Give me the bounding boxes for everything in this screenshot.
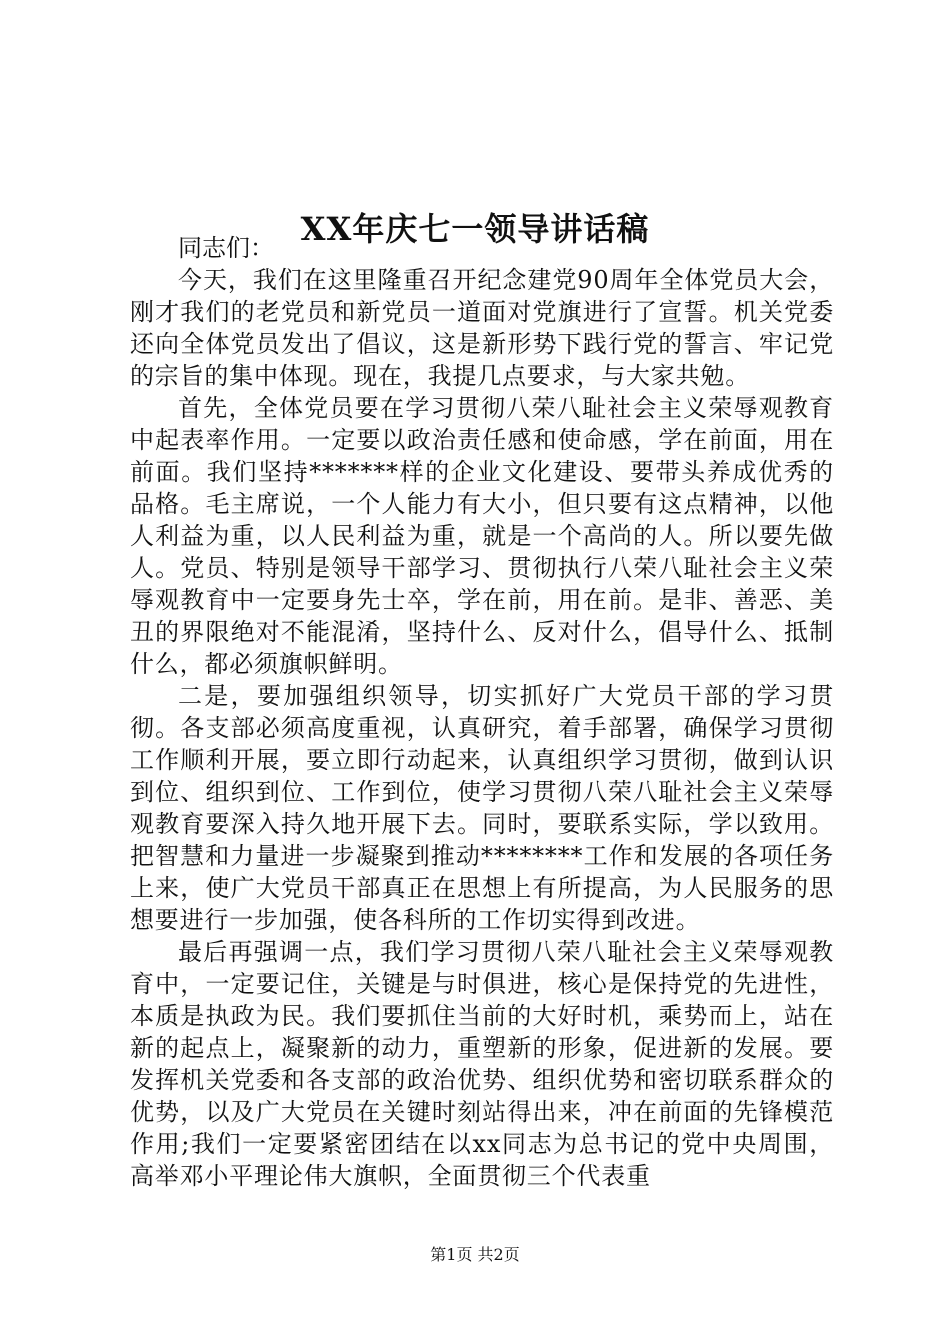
document-title: XX年庆七一领导讲话稿 [300, 210, 650, 249]
paragraph-first-point: 首先，全体党员要在学习贯彻八荣八耻社会主义荣辱观教育中起表率作用。一定要以政治责任感和使命感，学在前面，用在前面。我们坚持*******样的企业文化建设、要带头养成优秀的品格。毛主席说，一个人能力有大小，但只要有这点精神，以他人利益为重，以人民利益为重，就是一个高尚的人。所以要先做人。党员、特别是领导干部学习、贯彻执行八荣八耻社会主义荣辱观教育中一定要身先士卒，学在前，用在前。是非、善恶、美丑的界限绝对不能混淆，坚持什么、反对什么，倡导什么、抵制什么，都必须旗帜鲜明。 [130, 394, 834, 678]
salutation: 同志们： [178, 234, 274, 262]
paragraph-final-point: 最后再强调一点，我们学习贯彻八荣八耻社会主义荣辱观教育中，一定要记住，关键是与时俱进，核心是保持党的先进性，本质是执政为民。我们要抓住当前的大好时机，乘势而上，站在新的起点上，凝聚新的动力，重塑新的形象，促进新的发展。要发挥机关党委和各支部的政治优势、组织优势和密切联系群众的优势，以及广大党员在关键时刻站得出来，冲在前面的先锋模范作用;我们一定要紧密团结在以xx同志为总书记的党中央周围，高举邓小平理论伟大旗帜，全面贯彻三个代表重 [130, 938, 834, 1190]
paragraph-second-point: 二是，要加强组织领导，切实抓好广大党员干部的学习贯彻。各支部必须高度重视，认真研究，着手部署，确保学习贯彻工作顺利开展，要立即行动起来，认真组织学习贯彻，做到认识到位、组织到位、工作到位，使学习贯彻八荣八耻社会主义荣辱观教育要深入持久地开展下去。同时，要联系实际，学以致用。把智慧和力量进一步凝聚到推动********工作和发展的各项任务上来，使广大党员干部真正在思想上有所提高，为人民服务的思想要进行一步加强，使各科所的工作切实得到改进。 [130, 682, 834, 934]
document-body [130, 232, 834, 1192]
paragraph-opening: 今天，我们在这里隆重召开纪念建党90周年全体党员大会，刚才我们的老党员和新党员一道面对党旗进行了宣誓。机关党委还向全体党员发出了倡议，这是新形势下践行党的誓言、牢记党的宗旨的集中体现。现在，我提几点要求，与大家共勉。 [130, 266, 834, 390]
page-number-footer: 第1页 共2页 [430, 1245, 520, 1264]
